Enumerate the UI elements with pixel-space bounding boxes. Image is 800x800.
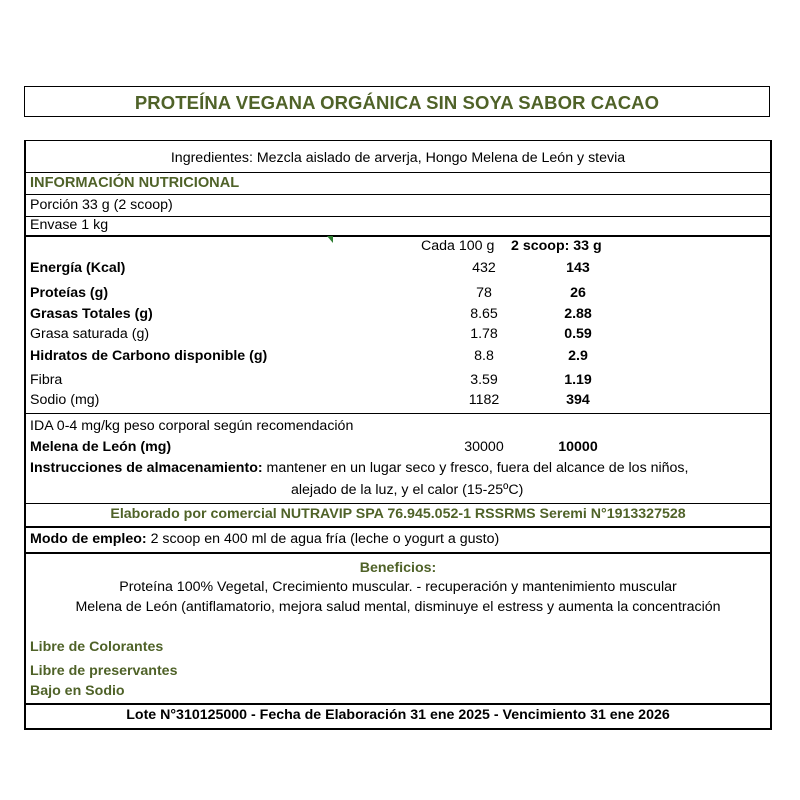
nutrient-per100: 1182 bbox=[468, 392, 500, 408]
storage-text: mantener en un lugar seco y fresco, fuera del alcance de los niños, bbox=[262, 460, 689, 476]
nutrient-per-portion: 2.88 bbox=[564, 306, 592, 322]
divider bbox=[26, 552, 770, 554]
benefits-line-1: Proteína 100% Vegetal, Crecimiento muscular. - recuperación y mantenimiento muscular bbox=[119, 579, 677, 595]
title-box bbox=[24, 86, 770, 117]
nutrient-per-portion: 143 bbox=[566, 260, 590, 276]
divider bbox=[26, 503, 770, 504]
corner-tick-icon bbox=[327, 236, 333, 243]
benefits-line-2: Melena de León (antiflamatorio, mejora salud mental, disminuye el estress y aumenta la concentración bbox=[75, 599, 721, 615]
storage-line bbox=[30, 460, 688, 477]
claim-item: Libre de preservantes bbox=[30, 663, 178, 679]
package-line: Envase 1 kg bbox=[30, 217, 109, 233]
divider bbox=[26, 235, 770, 237]
nutrient-name: Grasas Totales (g) bbox=[30, 306, 153, 322]
nutrient-name: Sodio (mg) bbox=[30, 392, 100, 408]
melena-per-portion: 10000 bbox=[558, 439, 598, 455]
nutrient-per-portion: 2.9 bbox=[568, 348, 588, 364]
col-header-per-portion: 2 scoop: 33 g bbox=[511, 238, 602, 254]
nutrient-per-portion: 26 bbox=[570, 285, 586, 301]
nutrient-per100: 78 bbox=[476, 285, 492, 301]
ida-note: IDA 0-4 mg/kg peso corporal según recomendación bbox=[30, 418, 354, 434]
usage-line bbox=[30, 531, 499, 548]
nutrient-per100: 3.59 bbox=[470, 372, 498, 388]
benefits-heading: Beneficios: bbox=[359, 560, 437, 576]
claim-item: Bajo en Sodio bbox=[30, 683, 125, 699]
nutrient-per100: 432 bbox=[472, 260, 496, 276]
manufacturer-line: Elaborado por comercial NUTRAVIP SPA 76.945.052-1 RSSRMS Seremi N°1913327528 bbox=[110, 506, 686, 522]
storage-label: Instrucciones de almacenamiento: bbox=[30, 460, 263, 476]
claim-item: Libre de Colorantes bbox=[30, 639, 164, 655]
divider bbox=[26, 172, 770, 173]
nutrient-name: Grasa saturada (g) bbox=[30, 326, 150, 342]
ingredients-line: Ingredientes: Mezcla aislado de arverja, Hongo Melena de León y stevia bbox=[170, 150, 626, 166]
portion-line: Porción 33 g (2 scoop) bbox=[30, 197, 173, 213]
nutrition-label bbox=[24, 140, 772, 730]
nutrient-per-portion: 1.19 bbox=[564, 372, 592, 388]
usage-text: 2 scoop en 400 ml de agua fría (leche o yogurt a gusto) bbox=[146, 531, 500, 547]
nutrient-name: Hidratos de Carbono disponible (g) bbox=[30, 348, 268, 364]
col-header-per100: Cada 100 g bbox=[421, 238, 495, 254]
divider bbox=[26, 216, 770, 217]
usage-label: Modo de empleo: bbox=[30, 531, 147, 547]
nutrient-per100: 8.8 bbox=[474, 348, 494, 364]
melena-per100: 30000 bbox=[464, 439, 504, 455]
melena-name: Melena de León (mg) bbox=[30, 439, 172, 455]
nutrient-name: Proteías (g) bbox=[30, 285, 109, 301]
lot-line: Lote N°310125000 - Fecha de Elaboración 31 ene 2025 - Vencimiento 31 ene 2026 bbox=[126, 707, 670, 723]
nutrient-per-portion: 394 bbox=[566, 392, 590, 408]
divider bbox=[26, 194, 770, 195]
divider bbox=[26, 703, 770, 705]
product-title: PROTEÍNA VEGANA ORGÁNICA SIN SOYA SABOR CACAO bbox=[134, 92, 660, 113]
nutrient-name: Fibra bbox=[30, 372, 63, 388]
info-heading: INFORMACIÓN NUTRICIONAL bbox=[30, 175, 240, 191]
nutrient-per100: 8.65 bbox=[470, 306, 498, 322]
nutrient-per100: 1.78 bbox=[470, 326, 498, 342]
nutrient-per-portion: 0.59 bbox=[564, 326, 592, 342]
storage-text-2: alejado de la luz, y el calor (15-25ºC) bbox=[291, 482, 524, 498]
nutrient-name: Energía (Kcal) bbox=[30, 260, 126, 276]
divider bbox=[26, 526, 770, 528]
divider bbox=[26, 413, 770, 414]
